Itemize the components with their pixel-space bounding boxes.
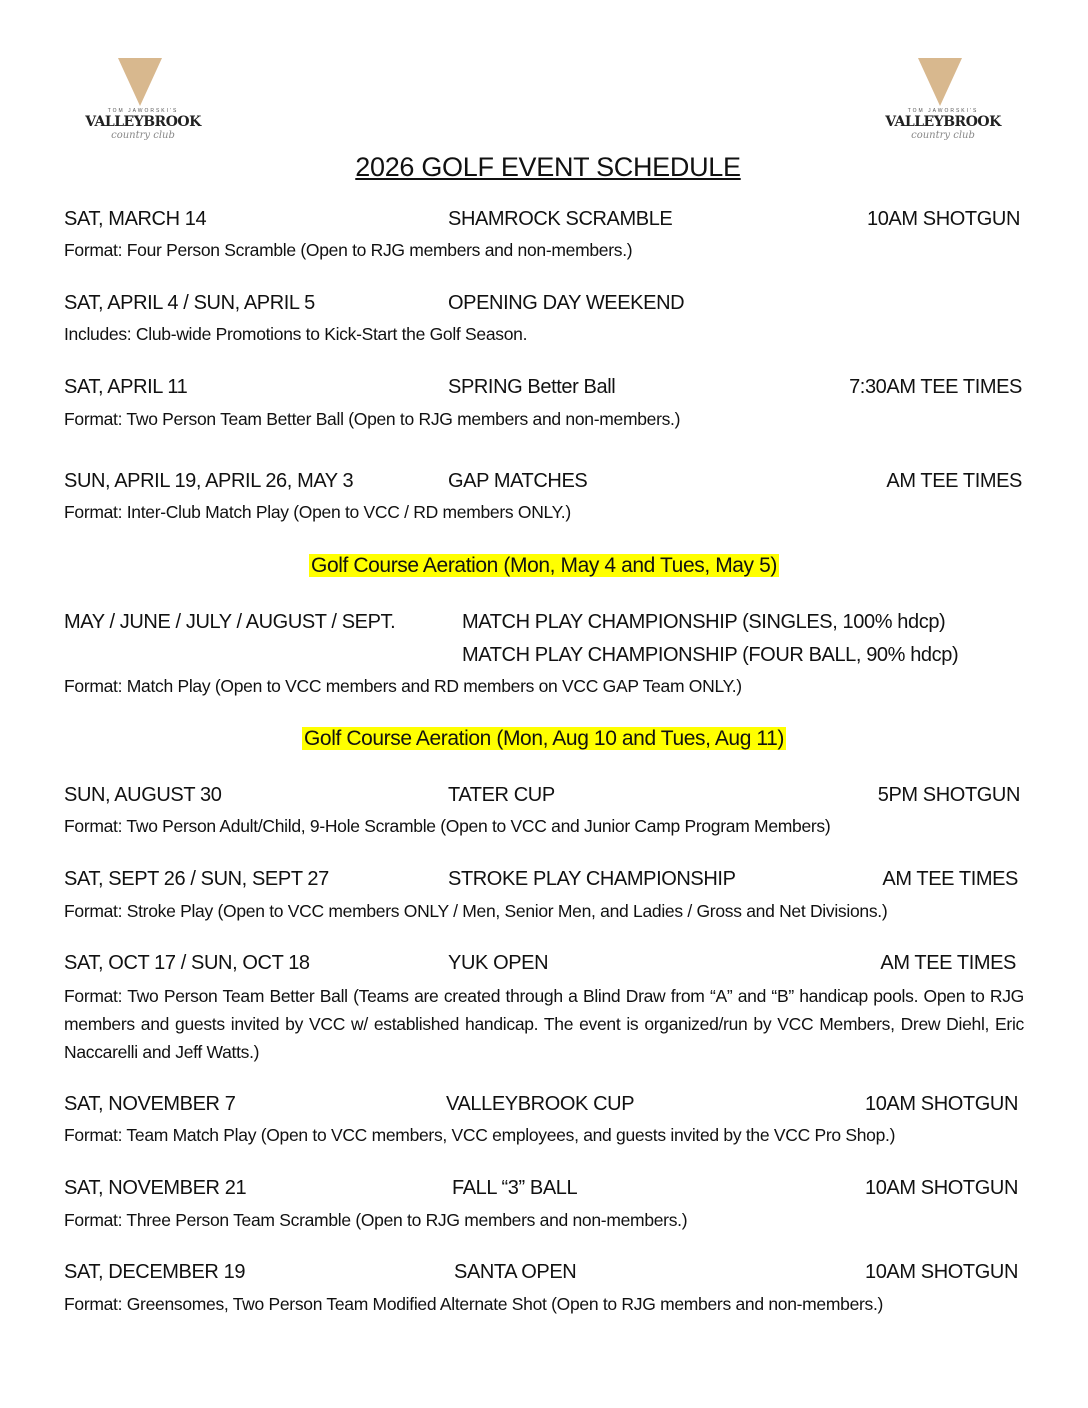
event-detail: Format: Greensomes, Two Person Team Modified Alternate Shot (Open to RJG members and non-members.) [64,1294,884,1314]
event-date: SAT, APRIL 4 / SUN, APRIL 5 [64,292,315,314]
valleybrook-logo-right [868,40,1018,170]
event-date: SAT, MARCH 14 [64,208,207,230]
event-date: SAT, OCT 17 / SUN, OCT 18 [64,952,310,974]
event-date: SAT, DECEMBER 19 [64,1261,246,1283]
event-detail: Format: Three Person Team Scramble (Open to RJG members and non-members.) [64,1210,688,1230]
event-detail: Format: Team Match Play (Open to VCC members, VCC employees, and guests invited by the VCC Pro Shop.) [64,1125,896,1145]
event-detail: Includes: Club-wide Promotions to Kick-Start the Golf Season. [64,324,528,344]
event-name: TATER CUP [448,784,555,806]
event-detail: Format: Two Person Adult/Child, 9-Hole Scramble (Open to VCC and Junior Camp Program Members) [64,816,831,836]
event-time: 7:30AM TEE TIMES [849,376,1022,398]
event-detail: Format: Two Person Team Better Ball (Open to RJG members and non-members.) [64,409,681,429]
event-name: STROKE PLAY CHAMPIONSHIP [448,868,736,890]
event-date: SUN, AUGUST 30 [64,784,222,806]
event-detail: Format: Inter-Club Match Play (Open to VCC / RD members ONLY.) [64,502,571,522]
aeration-text: Golf Course Aeration (Mon, May 4 and Tues, May 5) [311,554,777,577]
aeration-text: Golf Course Aeration (Mon, Aug 10 and Tues, Aug 11) [303,727,785,750]
event-name: FALL “3” BALL [452,1177,578,1199]
event-name-2: MATCH PLAY CHAMPIONSHIP (FOUR BALL, 90% hdcp) [462,644,959,666]
aeration-notice-aug [0,727,1088,751]
event-date: SAT, APRIL 11 [64,376,188,398]
event-name: SANTA OPEN [454,1261,577,1283]
event-date: MAY / JUNE / JULY / AUGUST / SEPT. [64,611,396,633]
page-title: 2026 GOLF EVENT SCHEDULE [355,152,741,182]
event-detail: Format: Two Person Team Better Ball (Teams are created through a Blind Draw from “A” and “B” handicap pools. Open to RJG members and guests invited by VCC w/ established handicap. The event is organized/run by VCC Members, Drew Diehl, Eric Naccarelli and Jeff Watts.) [64,986,1024,1062]
event-time: AM TEE TIMES [880,952,1016,974]
event-date: SAT, SEPT 26 / SUN, SEPT 27 [64,868,329,890]
event-detail: Format: Match Play (Open to VCC members and RD members on VCC GAP Team ONLY.) [64,676,742,696]
event-time: 10AM SHOTGUN [866,208,1020,230]
event-detail: Format: Four Person Scramble (Open to RJG members and non-members.) [64,240,633,260]
aeration-notice-may [0,554,1088,578]
event-name: YUK OPEN [448,952,549,974]
v-logo-icon [918,58,962,106]
event-time: 10AM SHOTGUN [864,1093,1018,1115]
event-time: AM TEE TIMES [886,470,1022,492]
logo-small-text: TOM JAWORSKI'S [107,108,179,114]
event-name: GAP MATCHES [448,470,588,492]
event-date: SAT, NOVEMBER 21 [64,1177,247,1199]
event-detail: Format: Stroke Play (Open to VCC members ONLY / Men, Senior Men, and Ladies / Gross and Net Divisions.) [64,901,888,921]
event-date: SUN, APRIL 19, APRIL 26, MAY 3 [64,470,354,492]
logo-name: VALLEYBROOK [85,114,201,130]
logo-small-text: TOM JAWORSKI'S [907,108,979,114]
event-time: AM TEE TIMES [882,868,1018,890]
event-time: 10AM SHOTGUN [864,1177,1018,1199]
event-name: OPENING DAY WEEKEND [448,292,685,314]
event-time: 10AM SHOTGUN [864,1261,1018,1283]
event-time: 5PM SHOTGUN [877,784,1020,806]
event-name: SHAMROCK SCRAMBLE [448,208,673,230]
event-name: VALLEYBROOK CUP [446,1093,635,1115]
event-name: MATCH PLAY CHAMPIONSHIP (SINGLES, 100% hdcp) [462,611,946,633]
valleybrook-logo-left [68,40,218,170]
logo-sub: country club [111,130,175,141]
event-date: SAT, NOVEMBER 7 [64,1093,236,1115]
v-logo-icon [118,58,162,106]
logo-name: VALLEYBROOK [885,114,1001,130]
event-name: SPRING Better Ball [448,376,616,398]
logo-sub: country club [911,130,975,141]
